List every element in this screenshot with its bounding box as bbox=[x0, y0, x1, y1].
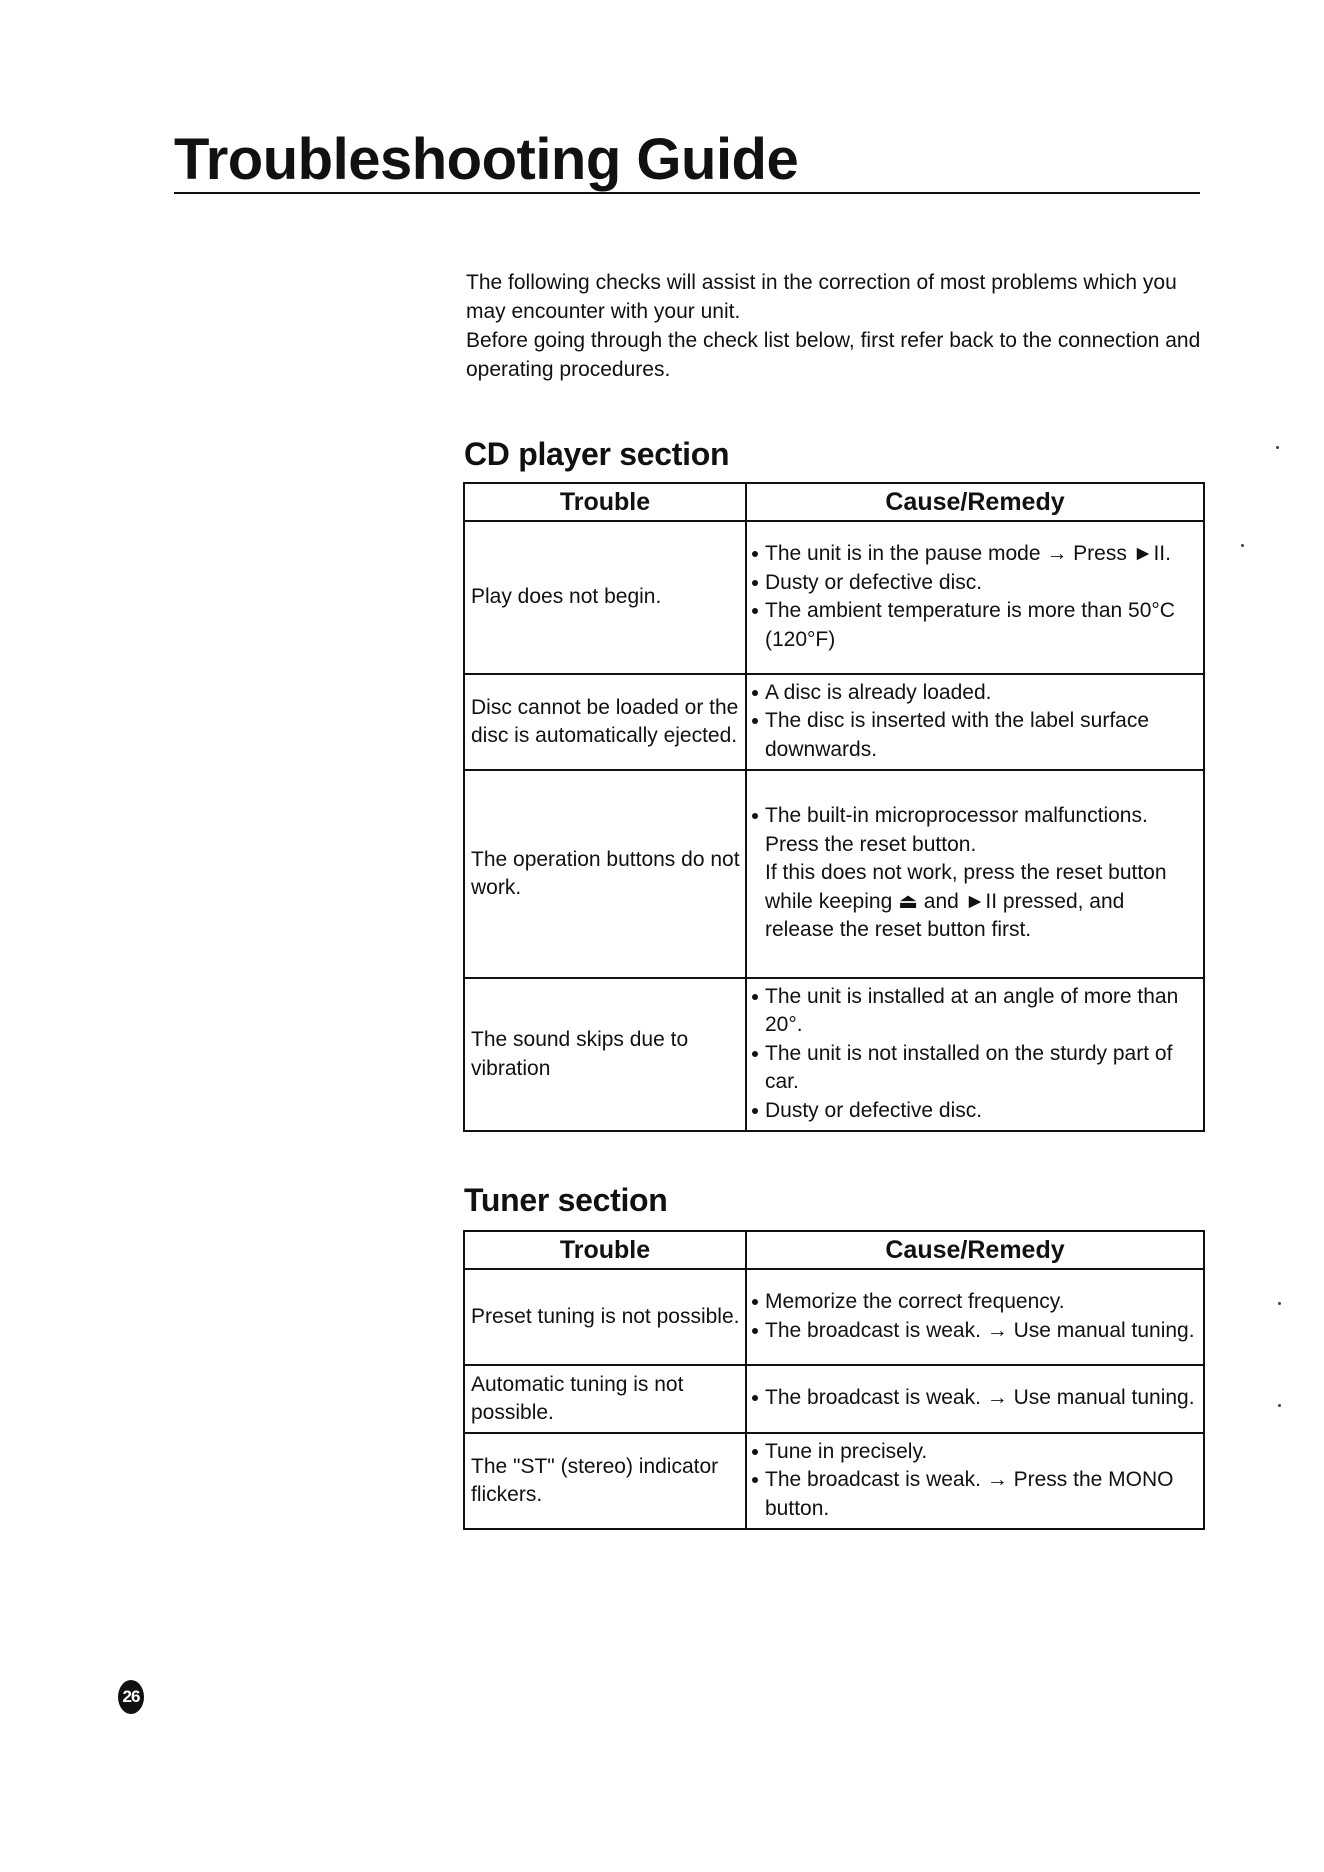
remedy-item bbox=[749, 859, 1199, 945]
remedy-cell bbox=[746, 1365, 1204, 1433]
remedy-item: The unit is installed at an angle of more than 20°. bbox=[749, 983, 1199, 1040]
remedy-item: Tune in precisely. bbox=[749, 1438, 1199, 1467]
remedy-text: If this does not work, press the reset button while keeping ⏏ and ►II pressed, and release the reset button first. bbox=[765, 861, 1167, 942]
page-number-badge: 26 bbox=[118, 1680, 144, 1714]
remedy-item: The broadcast is weak. → Use manual tuning. bbox=[749, 1317, 1199, 1346]
remedy-cell bbox=[746, 1269, 1204, 1365]
remedy-item: Dusty or defective disc. bbox=[749, 569, 1199, 598]
remedy-item bbox=[749, 831, 1199, 860]
cd-section-heading: CD player section bbox=[464, 436, 730, 472]
remedy-cell bbox=[746, 1433, 1204, 1529]
column-header-trouble: Trouble bbox=[464, 1231, 746, 1269]
remedy-item: Memorize the correct frequency. bbox=[749, 1288, 1199, 1317]
remedy-item: A disc is already loaded. bbox=[749, 679, 1199, 708]
intro-paragraph-2: Before going through the check list below, first refer back to the connection and operating procedures. bbox=[466, 329, 1201, 381]
column-header-remedy: Cause/Remedy bbox=[746, 1231, 1204, 1269]
intro-paragraph-1: The following checks will assist in the correction of most problems which you may encounter with your unit. bbox=[466, 271, 1177, 323]
trouble-cell: Play does not begin. bbox=[464, 521, 746, 674]
remedy-cell bbox=[746, 770, 1204, 978]
remedy-item: The unit is in the pause mode → Press ►II. bbox=[749, 540, 1199, 569]
scan-speck bbox=[1278, 1404, 1281, 1407]
column-header-remedy: Cause/Remedy bbox=[746, 483, 1204, 521]
table-row bbox=[464, 1433, 1204, 1529]
trouble-cell: Preset tuning is not possible. bbox=[464, 1269, 746, 1365]
page-title: Troubleshooting Guide bbox=[174, 127, 799, 192]
remedy-item: The built-in microprocessor malfunctions. bbox=[749, 802, 1199, 831]
scan-speck bbox=[1241, 544, 1244, 547]
remedy-item: The ambient temperature is more than 50°C (120°F) bbox=[749, 597, 1199, 654]
table-row bbox=[464, 1365, 1204, 1433]
tuner-trouble-table bbox=[463, 1230, 1205, 1530]
trouble-cell: The "ST" (stereo) indicator flickers. bbox=[464, 1433, 746, 1529]
tuner-section-heading: Tuner section bbox=[464, 1182, 668, 1218]
table-header-row bbox=[464, 1231, 1204, 1269]
remedy-text: Press the reset button. bbox=[765, 832, 977, 856]
column-header-trouble: Trouble bbox=[464, 483, 746, 521]
table-row bbox=[464, 521, 1204, 674]
remedy-cell bbox=[746, 674, 1204, 770]
remedy-cell bbox=[746, 978, 1204, 1131]
remedy-item: The disc is inserted with the label surface downwards. bbox=[749, 707, 1199, 764]
cd-trouble-table bbox=[463, 482, 1205, 1132]
scan-speck bbox=[1278, 1302, 1281, 1305]
trouble-cell: The sound skips due to vibration bbox=[464, 978, 746, 1131]
table-row bbox=[464, 978, 1204, 1131]
intro-text bbox=[466, 268, 1206, 384]
remedy-item: The unit is not installed on the sturdy part of car. bbox=[749, 1040, 1199, 1097]
table-row bbox=[464, 770, 1204, 978]
table-header-row bbox=[464, 483, 1204, 521]
trouble-cell: Disc cannot be loaded or the disc is automatically ejected. bbox=[464, 674, 746, 770]
table-row bbox=[464, 674, 1204, 770]
trouble-cell: Automatic tuning is not possible. bbox=[464, 1365, 746, 1433]
remedy-cell bbox=[746, 521, 1204, 674]
title-underline bbox=[174, 192, 1200, 194]
remedy-item: The broadcast is weak. → Use manual tuning. bbox=[749, 1384, 1199, 1413]
remedy-item: Dusty or defective disc. bbox=[749, 1097, 1199, 1126]
table-row bbox=[464, 1269, 1204, 1365]
remedy-item: The broadcast is weak. → Press the MONO button. bbox=[749, 1466, 1199, 1523]
trouble-cell: The operation buttons do not work. bbox=[464, 770, 746, 978]
scan-speck bbox=[1276, 446, 1279, 449]
